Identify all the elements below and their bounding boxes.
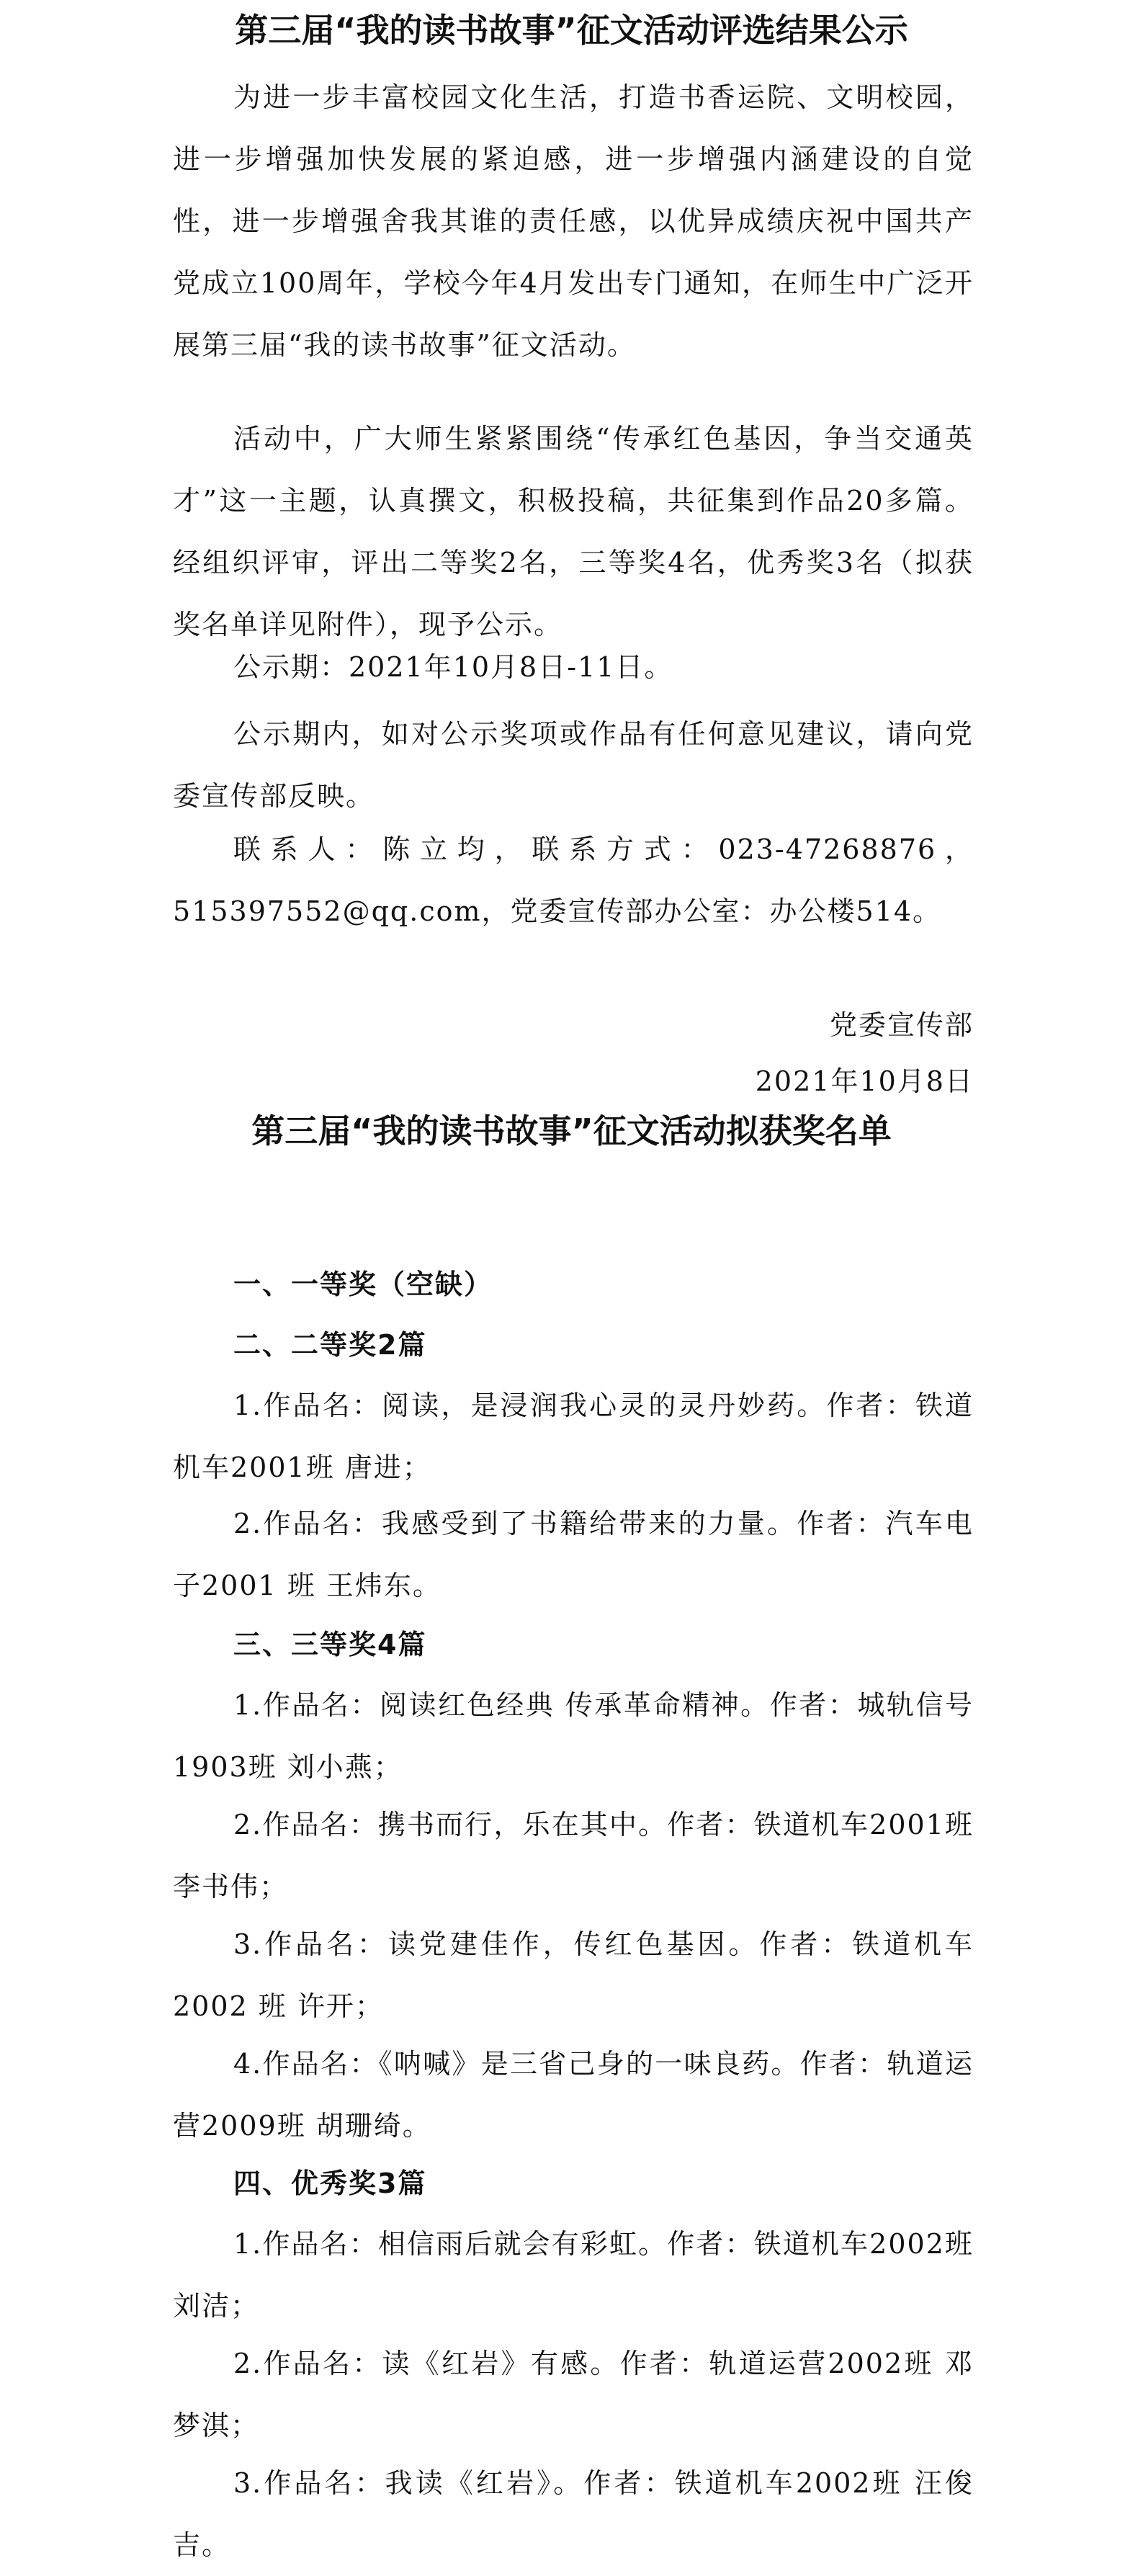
second-prize-heading: 二、二等奖2篇 [233,1329,427,1361]
signature-date: 2021年10月8日 [755,1065,974,1097]
notice-paragraph-1: 为进一步丰富校园文化生活，打造书香运院、文明校园，进一步增强加快发展的紧迫感，进一步增强内涵建设的自觉性，进一步增强舍我其谁的责任感，以优异成绩庆祝中国共产党成立100周年，学校今年4月发出专门通知，在师生中广泛开展第三届“我的读书故事”征文活动。 [173,81,974,361]
excellence-prize-heading: 四、优秀奖3篇 [233,2168,427,2199]
third-prize-item-1: 1.作品名：阅读红色经典 传承革命精神。作者：城轨信号1903班 刘小燕； [173,1689,974,1783]
first-prize-heading: 一、一等奖（空缺） [233,1269,493,1300]
notice-paragraph-2: 活动中，广大师生紧紧围绕“传承红色基因，争当交通英才”这一主题，认真撰文，积极投稿，共征集到作品20多篇。经组织评审，评出二等奖2名，三等奖4名，优秀奖3名（拟获奖名单详见附件），现予公示。 [173,423,974,640]
third-prize-heading: 三、三等奖4篇 [233,1629,427,1660]
award-list-title: 第三届“我的读书故事”征文活动拟获奖名单 [251,1112,892,1150]
third-prize-item-4: 4.作品名：《呐喊》是三省己身的一味良药。作者：轨道运营2009班 胡珊绮。 [173,2048,974,2142]
second-prize-item-2: 2.作品名：我感受到了书籍给带来的力量。作者：汽车电子2001 班 王炜东。 [173,1508,974,1601]
notice-period: 公示期：2021年10月8日-11日。 [233,651,673,683]
third-prize-item-3: 3.作品名：读党建佳作，传红色基因。作者：铁道机车2002 班 许开； [173,1928,974,2022]
excellence-prize-item-1: 1.作品名：相信雨后就会有彩虹。作者：铁道机车2002班 刘洁； [173,2228,974,2322]
signature-org: 党委宣传部 [829,1009,974,1041]
excellence-prize-item-3: 3.作品名：我读《红岩》。作者：铁道机车2002班 汪俊吉。 [173,2467,974,2561]
notice-title: 第三届“我的读书故事”征文活动评选结果公示 [235,11,908,50]
notice-contact: 联系人：陈立均，联系方式：023-47268876，515397552@qq.com，党委宣传部办公室：办公楼514。 [173,833,974,927]
third-prize-item-2: 2.作品名：携书而行，乐在其中。作者：铁道机车2001班 李书伟； [173,1809,974,1902]
excellence-prize-item-2: 2.作品名：读《红岩》有感。作者：轨道运营2002班 邓梦淇； [173,2348,974,2441]
second-prize-item-1: 1.作品名：阅读，是浸润我心灵的灵丹妙药。作者：铁道机车2001班 唐进； [173,1390,974,1483]
notice-feedback: 公示期内，如对公示奖项或作品有任何意见建议，请向党委宣传部反映。 [173,718,974,812]
